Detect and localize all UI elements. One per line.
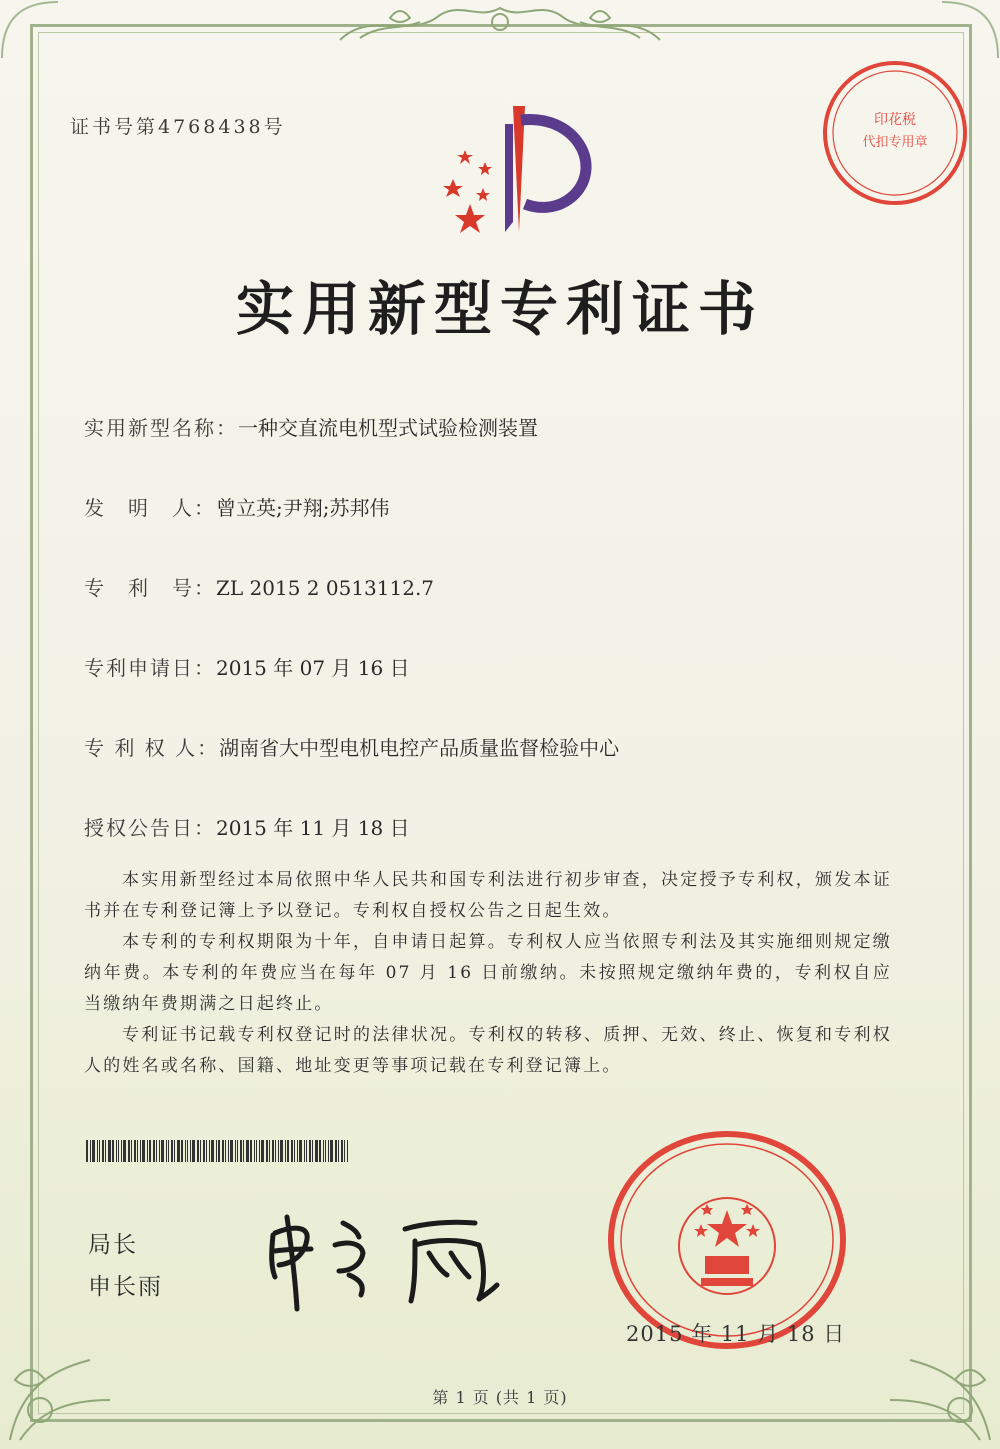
corner-ornament-bottom-left [0,1300,120,1449]
corner-ornament-top-right [940,0,1000,60]
field-inventors [84,492,389,521]
field-label: 专 利 权 人： [84,736,220,760]
field-value: 曾立英;尹翔;苏邦伟 [216,496,390,520]
top-ornament [330,0,670,48]
body-paragraph: 专利证书记载专利权登记时的法律状况。专利权的转移、质押、无效、终止、恢复和专利权人的姓名或名称、国籍、地址变更等事项记载在专利登记簿上。 [84,1025,892,1076]
signatory-title: 局长 [88,1232,138,1258]
certificate-title: 实用新型专利证书 [235,275,764,343]
field-application-date [84,652,410,681]
body-paragraph: 本专利的专利权期限为十年，自申请日起算。专利权人应当依照专利法及其实施细则规定缴纳年费。本专利的年费应当在每年 07 月 16 日前缴纳。未按照规定缴纳年费的，专利权自应当缴纳年费期满之日起终止。 [84,932,892,1014]
field-label: 专利申请日： [84,656,216,680]
field-value: 2015 年 07 月 16 日 [216,656,410,680]
field-label: 专 利 号： [84,576,216,600]
svg-text:代扣专用章: 代扣专用章 [862,135,928,150]
patent-office-logo [425,104,595,236]
body-paragraph: 本实用新型经过本局依照中华人民共和国专利法进行初步审查，决定授予专利权，颁发本证书并在专利登记簿上予以登记。专利权自授权公告之日起生效。 [84,870,892,921]
field-label: 授权公告日： [84,816,216,840]
svg-text:印花税: 印花税 [874,112,916,128]
page-footer: 第 1 页 (共 1 页) [432,1388,568,1407]
corner-ornament-bottom-right [880,1300,1000,1449]
field-label: 发 明 人： [84,496,216,520]
field-label: 实用新型名称： [84,416,238,440]
signatory-name: 申长雨 [88,1274,163,1300]
certificate-number: 证书号第4768438号 [70,116,286,138]
corner-ornament-top-left [0,0,60,60]
handwritten-signature [265,1205,505,1315]
issue-date: 2015 年 11 月 18 日 [626,1322,846,1346]
tax-stamp-seal [820,58,970,208]
field-value: 2015 年 11 月 18 日 [216,816,410,840]
field-patentee [84,732,619,761]
field-value: 湖南省大中型电机电控产品质量监督检验中心 [219,736,620,760]
field-value: 一种交直流电机型式试验检测装置 [238,416,538,440]
field-patent-number [84,572,434,601]
field-value: ZL 2015 2 0513112.7 [216,576,435,600]
field-utility-model-name [84,412,538,441]
barcode [86,1140,361,1162]
field-grant-date [84,812,410,841]
